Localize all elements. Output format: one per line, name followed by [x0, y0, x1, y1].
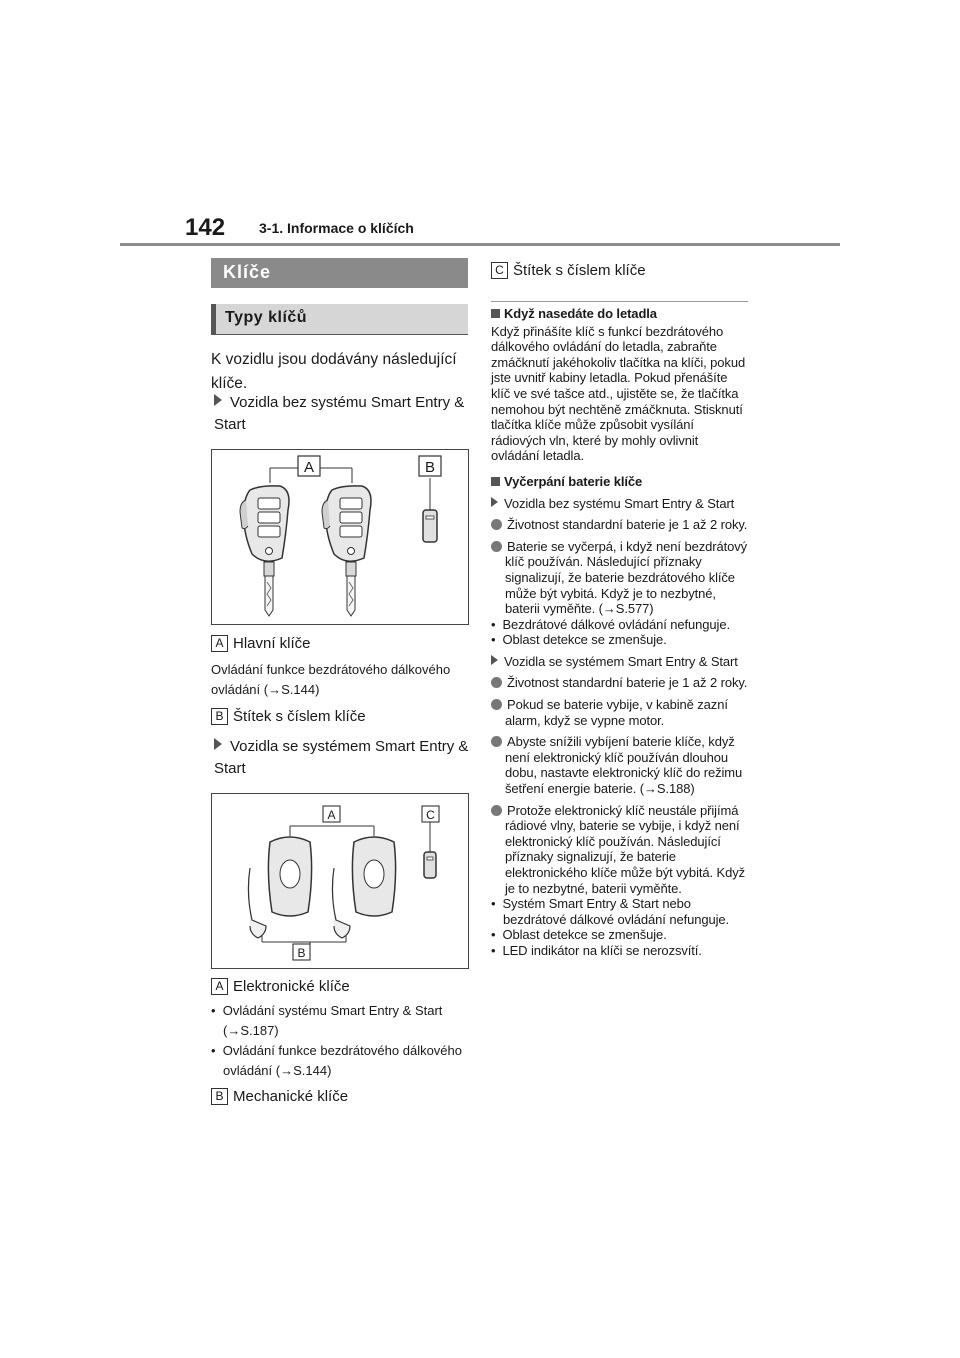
- figure-electronic-keys: [211, 793, 469, 969]
- electronic-keys-bullets: [211, 1001, 467, 1081]
- main-key-icon: [240, 486, 289, 616]
- item-main-keys-desc: Ovládání funkce bezdrátového dálkového ovládání (→S.144): [211, 662, 451, 697]
- square-bullet-icon: [491, 477, 500, 486]
- item-electronic-keys: [211, 976, 467, 998]
- list-item: Pokud se baterie vybije, v kabině zazní alarm, když se vypne motor.: [491, 697, 749, 728]
- circle-bullet-icon: [491, 805, 502, 816]
- variant-heading-no-smart-entry: Vozidla bez systému Smart Entry & Start: [491, 496, 749, 512]
- item-key-tag: [211, 706, 467, 728]
- item-main-keys: [211, 633, 467, 655]
- list-item: • Ovládání systému Smart Entry & Start (→S.187): [211, 1003, 443, 1038]
- header-rule: [120, 243, 840, 246]
- variant-label: Vozidla bez systému Smart Entry & Start: [214, 394, 465, 433]
- callout-a: A: [303, 459, 315, 476]
- subsection-heading: Typy klíčů: [225, 309, 308, 326]
- item-title: Štítek s číslem klíče: [513, 262, 646, 279]
- note-heading-airplane: Když nasedáte do letadla: [491, 306, 749, 322]
- triangle-bullet-icon: [214, 394, 222, 406]
- page-number: 142: [185, 214, 226, 241]
- variant-heading-smart-entry: [214, 736, 470, 780]
- item-key-tag-c: [491, 260, 748, 282]
- badge-b: B: [211, 708, 228, 725]
- note-heading-battery: Vyčerpání baterie klíče: [491, 474, 749, 490]
- section-heading: Klíče: [223, 262, 272, 282]
- note-body-airplane: Když přinášíte klíč s funkcí bezdrátového dálkového ovládání do letadla, zabraňte zmáčknutí jakéhokoliv tlačítka na klíči, pokud jste uvnitř kabiny letadla. Pokud přenášíte klíč ve své tašce atd., ujistěte se, že tlačítka nemohou být nechtěně zmáčknuta. Stisknutí tlačítka klíče může způsobit vysílání rádiových vln, které by mohly ovlivnit ovládání letadla.: [491, 323, 746, 464]
- intro-text: K vozidlu jsou dodávány následující klíče.: [211, 351, 457, 392]
- section-rule: [491, 301, 748, 302]
- list-item: Baterie se vyčerpá, i když není bezdrátový klíč používán. Následující příznaky signalizují, že baterie bezdrátového klíče může být vybitá. Když je to nezbytné, baterii vyměňte. (→S.577): [491, 539, 749, 617]
- figure-main-keys: [211, 449, 469, 625]
- square-bullet-icon: [491, 309, 500, 318]
- triangle-bullet-icon: [214, 738, 222, 750]
- circle-bullet-icon: [491, 541, 502, 552]
- circle-bullet-icon: [491, 736, 502, 747]
- list-item: • Ovládání funkce bezdrátového dálkového ovládání (→S.144): [211, 1043, 462, 1078]
- badge-c: C: [491, 262, 508, 279]
- main-key-icon: [322, 486, 371, 616]
- circle-bullet-icon: [491, 519, 502, 530]
- item-title: Štítek s číslem klíče: [233, 708, 366, 725]
- item-title: Hlavní klíče: [233, 635, 311, 652]
- item-title: Mechanické klíče: [233, 1088, 349, 1105]
- electronic-key-illustration: [212, 794, 468, 968]
- variant-heading-smart-entry: Vozidla se systémem Smart Entry & Start: [491, 654, 749, 670]
- triangle-bullet-icon: [491, 655, 498, 665]
- triangle-bullet-icon: [491, 497, 498, 507]
- chapter-title: 3-1. Informace o klíčích: [259, 220, 414, 236]
- electronic-key-icon: [332, 837, 395, 938]
- list-item: • Systém Smart Entry & Start nebo bezdrátové dálkové ovládání nefunguje.: [491, 896, 730, 927]
- subsection-heading-bar: [211, 304, 468, 334]
- key-illustration: [212, 450, 468, 624]
- list-item: • Bezdrátové dálkové ovládání nefunguje.: [491, 616, 730, 632]
- circle-bullet-icon: [491, 699, 502, 710]
- callout-b: B: [424, 459, 436, 476]
- item-title: Elektronické klíče: [233, 978, 350, 995]
- right-column-notes: [491, 306, 749, 959]
- list-item: Životnost standardní baterie je 1 až 2 roky.: [491, 517, 749, 533]
- list-item: • Oblast detekce se zmenšuje.: [491, 927, 667, 943]
- subsection-rule: [211, 334, 468, 335]
- item-mechanical-keys: [211, 1086, 467, 1108]
- key-number-tag-icon: [424, 852, 436, 878]
- list-item: Abyste snížili vybíjení baterie klíče, když není elektronický klíč používán dlouhou dobu, nastavte elektronický klíč do režimu šetření energie baterie. (→S.188): [491, 734, 749, 796]
- list-item: Protože elektronický klíč neustále přijímá rádiové vlny, baterie se vybije, i když není elektronický klíč používán. Následující příznaky signalizují, že baterie elektronického klíče může být vybitá. Když je to nezbytné, baterii vyměňte.: [491, 803, 749, 897]
- badge-b: B: [211, 1088, 228, 1105]
- variant-heading-no-smart-entry: [214, 392, 470, 436]
- key-number-tag-icon: [423, 510, 437, 542]
- list-item: • LED indikátor na klíči se nerozsvítí.: [491, 942, 702, 958]
- callout-c: C: [426, 808, 435, 822]
- electronic-key-icon: [248, 837, 311, 938]
- list-item: Životnost standardní baterie je 1 až 2 roky.: [491, 675, 749, 691]
- section-heading-bar: [211, 258, 468, 288]
- callout-b: B: [297, 946, 306, 960]
- callout-a: A: [327, 808, 336, 822]
- badge-a: A: [211, 978, 228, 995]
- circle-bullet-icon: [491, 677, 502, 688]
- badge-a: A: [211, 635, 228, 652]
- variant-label: Vozidla se systémem Smart Entry & Start: [214, 738, 469, 777]
- list-item: • Oblast detekce se zmenšuje.: [491, 632, 667, 648]
